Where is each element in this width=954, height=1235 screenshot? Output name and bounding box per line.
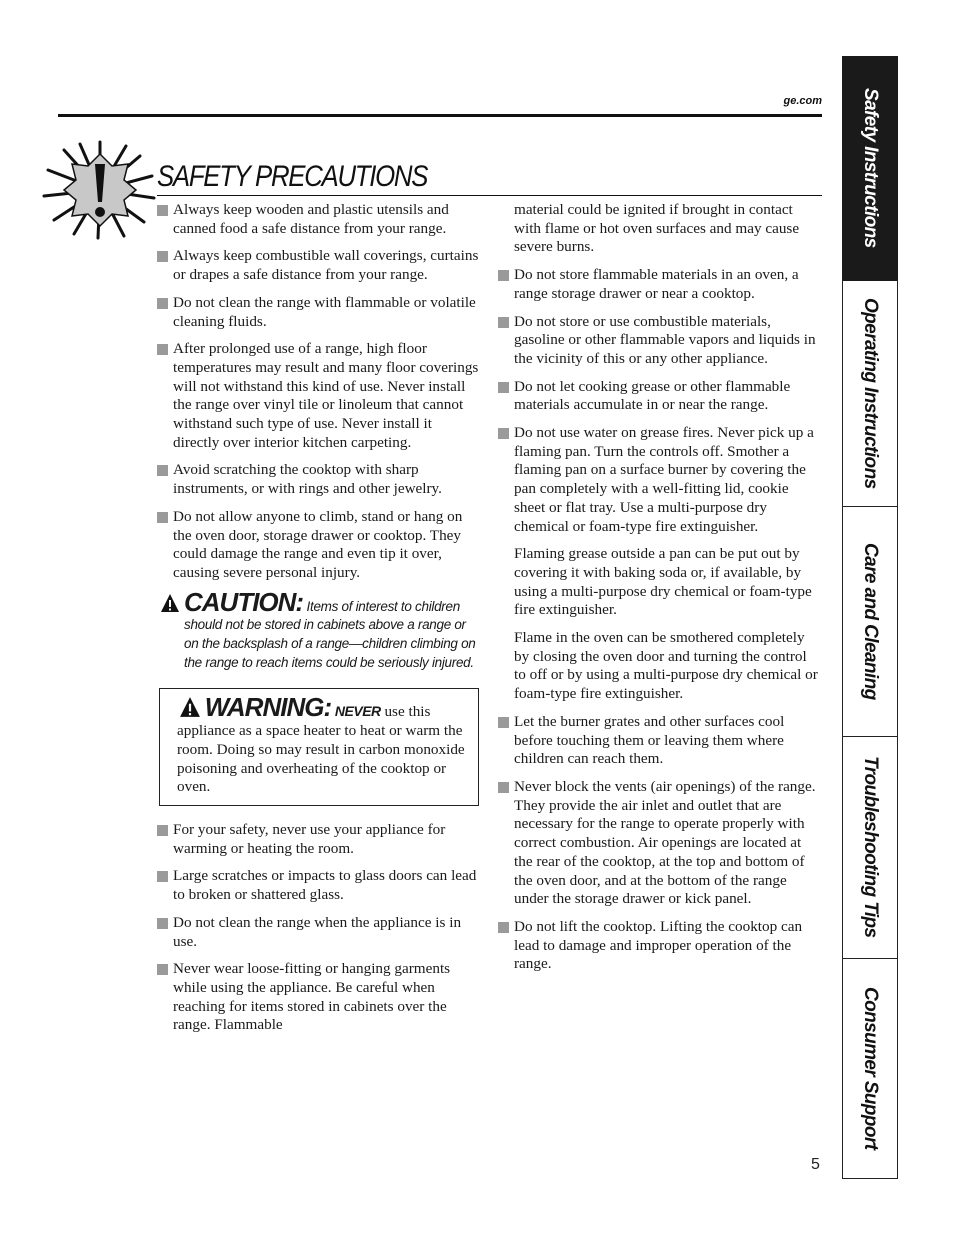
square-bullet-icon bbox=[498, 382, 509, 393]
list-item-text: Always keep wooden and plastic utensils and canned food a safe distance from your range. bbox=[173, 201, 449, 237]
header-rule bbox=[58, 114, 822, 117]
caution-text: Items of interest to children should not be stored in cabinets above a range or on the backsplash of a range—children climbing on the range to reach items could be seriously injured. bbox=[184, 598, 476, 670]
right-list-after bbox=[498, 713, 820, 974]
warning-heading: WARNING: bbox=[204, 692, 332, 723]
list-item-text: Never block the vents (air openings) of the range. They provide the air inlet and outlet that are necessary for the range to operate properly with correct combustion. Air openings are located at the rear of the cooktop, at the top and bottom of the oven door, and at the bottom of the range under the storage drawer or kick panel. bbox=[514, 777, 816, 908]
list-item-text: Do not let cooking grease or other flammable materials accumulate in or near the range. bbox=[514, 377, 791, 414]
right-column bbox=[498, 201, 820, 983]
caution-heading: CAUTION: bbox=[184, 586, 304, 617]
side-tab-label: Operating Instructions bbox=[860, 297, 881, 489]
left-list-after bbox=[157, 821, 479, 1035]
right-list bbox=[498, 266, 820, 536]
warning-box bbox=[159, 688, 479, 806]
square-bullet-icon bbox=[157, 918, 168, 929]
section-title: SAFETY PRECAUTIONS bbox=[157, 160, 428, 193]
exclamation-burst-icon bbox=[40, 140, 160, 240]
left-list bbox=[157, 201, 479, 583]
list-item-text: Large scratches or impacts to glass doors can lead to broken or shattered glass. bbox=[173, 867, 477, 904]
right-continuation: material could be ignited if brought in contact with flame or hot oven surfaces and may cause severe burns. bbox=[514, 201, 800, 256]
side-tab-operating-instructions[interactable] bbox=[842, 280, 898, 507]
warning-triangle-icon bbox=[179, 696, 201, 718]
square-bullet-icon bbox=[157, 465, 168, 476]
list-item-text: Let the burner grates and other surfaces cool before touching them or leaving them where children can reach them. bbox=[514, 712, 785, 768]
side-tab-troubleshooting-tips[interactable] bbox=[842, 736, 898, 959]
list-item-text: Always keep combustible wall coverings, curtains or drapes a safe distance from your range. bbox=[173, 247, 479, 284]
list-item bbox=[157, 960, 479, 1035]
side-tab-label: Consumer Support bbox=[860, 986, 881, 1150]
list-item-text: For your safety, never use your appliance for warming or heating the room. bbox=[173, 820, 446, 857]
square-bullet-icon bbox=[498, 782, 509, 793]
list-item-text: Do not allow anyone to climb, stand or hang on the oven door, storage drawer or cooktop. They could damage the range and even tip it over, causing severe personal injury. bbox=[173, 507, 463, 581]
side-tab-label: Care and Cleaning bbox=[860, 542, 881, 700]
caution-note bbox=[157, 586, 479, 673]
paragraph: Flame in the oven can be smothered completely by closing the oven door and turning the control to off or by using a multi-purpose dry chemical or foam-type fire extinguisher. bbox=[514, 629, 818, 703]
list-item-text: Do not lift the cooktop. Lifting the cooktop can lead to damage and improper operation of the range. bbox=[514, 917, 803, 973]
list-item bbox=[157, 294, 479, 331]
side-tab-label: Safety Instructions bbox=[860, 88, 881, 248]
warning-triangle-icon bbox=[160, 593, 180, 613]
square-bullet-icon bbox=[157, 344, 168, 355]
square-bullet-icon bbox=[157, 512, 168, 523]
list-item bbox=[157, 914, 479, 951]
square-bullet-icon bbox=[498, 922, 509, 933]
site-url: ge.com bbox=[783, 95, 822, 107]
list-item bbox=[157, 201, 479, 238]
side-tab-label: Troubleshooting Tips bbox=[860, 756, 881, 938]
list-item-text: Never wear loose-fitting or hanging garments while using the appliance. Be careful when reaching for items stored in cabinets over the range. Flammable bbox=[173, 960, 451, 1034]
list-item-text: Do not clean the range with flammable or volatile cleaning fluids. bbox=[173, 293, 476, 330]
list-item bbox=[157, 461, 479, 498]
list-item-text: Avoid scratching the cooktop with sharp instruments, or with rings and other jewelry. bbox=[173, 461, 442, 498]
list-item-text: After prolonged use of a range, high floor temperatures may result and many floor coverings will not withstand this kind of use. Never install the range over vinyl tile or linoleum that cannot withstand such type of use. Never install it directly over interior kitchen carpeting. bbox=[173, 340, 479, 451]
square-bullet-icon bbox=[498, 428, 509, 439]
side-tab-consumer-support[interactable] bbox=[842, 958, 898, 1179]
list-item bbox=[157, 340, 479, 452]
list-item bbox=[498, 313, 820, 369]
side-tab-safety-instructions[interactable] bbox=[842, 56, 898, 281]
square-bullet-icon bbox=[157, 825, 168, 836]
side-tabs bbox=[842, 56, 898, 1178]
list-item bbox=[498, 378, 820, 415]
square-bullet-icon bbox=[157, 964, 168, 975]
square-bullet-icon bbox=[498, 717, 509, 728]
square-bullet-icon bbox=[498, 270, 509, 281]
list-item bbox=[498, 713, 820, 769]
list-item bbox=[157, 821, 479, 858]
right-paras bbox=[498, 545, 820, 704]
square-bullet-icon bbox=[498, 317, 509, 328]
warning-text: use this appliance as a space heater to heat or warm the room. Doing so may result in carbon monoxide poisoning and overheating of the cooktop or oven. bbox=[177, 703, 465, 796]
list-item bbox=[498, 778, 820, 909]
list-item bbox=[157, 508, 479, 583]
square-bullet-icon bbox=[157, 871, 168, 882]
warning-never: NEVER bbox=[334, 703, 381, 720]
list-item bbox=[498, 266, 820, 303]
list-item bbox=[157, 247, 479, 284]
square-bullet-icon bbox=[157, 251, 168, 262]
side-tab-care-and-cleaning[interactable] bbox=[842, 506, 898, 737]
page-number: 5 bbox=[811, 1156, 820, 1173]
paragraph: Flaming grease outside a pan can be put out by covering it with baking soda or, if available, by using a multi-purpose dry chemical or foam-type fire extinguisher. bbox=[514, 545, 812, 619]
list-item-text: Do not store or use combustible materials, gasoline or other flammable vapors and liquids in the vicinity of this or any other appliance. bbox=[514, 312, 816, 367]
left-column bbox=[157, 201, 479, 1044]
list-item bbox=[157, 867, 479, 904]
list-item bbox=[498, 918, 820, 974]
list-item-text: Do not store flammable materials in an oven, a range storage drawer or near a cooktop. bbox=[514, 266, 799, 302]
list-item bbox=[498, 424, 820, 536]
list-item-text: Do not use water on grease fires. Never pick up a flaming pan. Turn the controls off. Smother a flaming pan on a surface burner by covering the pan completely with a well-fitting lid, cookie sheet or flat tray. Use a multi-purpose dry chemical or foam-type fire extinguisher. bbox=[514, 424, 814, 535]
square-bullet-icon bbox=[157, 205, 168, 216]
title-rule bbox=[157, 195, 822, 196]
square-bullet-icon bbox=[157, 298, 168, 309]
list-item-text: Do not clean the range when the appliance is in use. bbox=[173, 913, 462, 950]
